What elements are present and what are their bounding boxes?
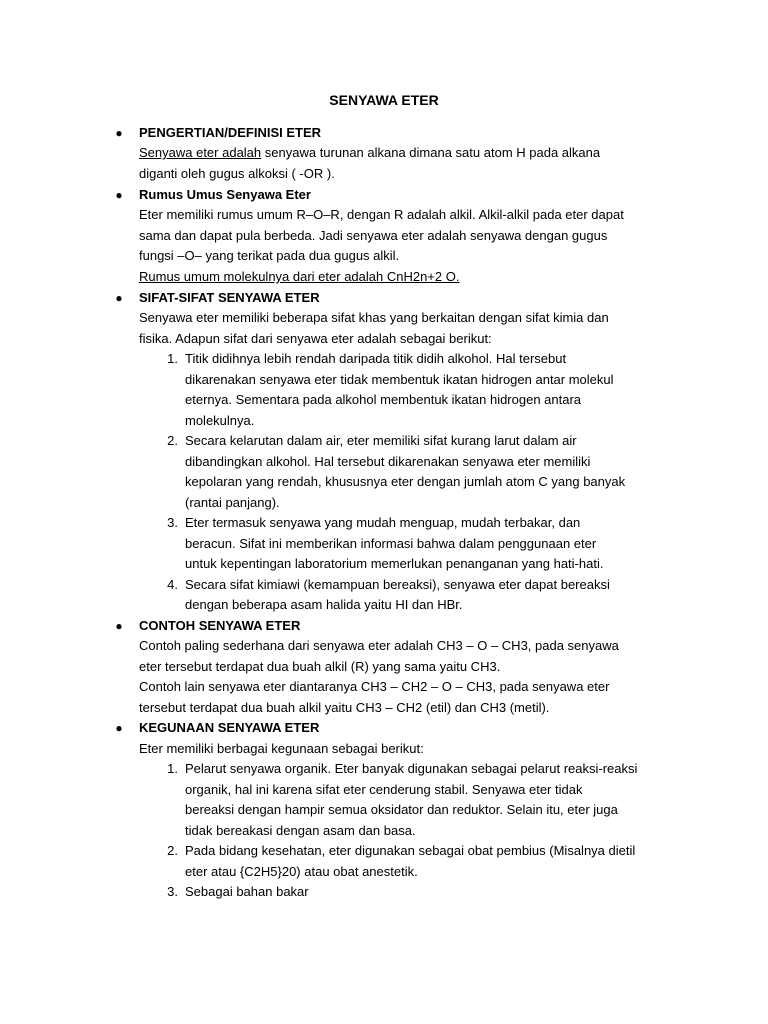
list-item-line: beracun. Sifat ini memberikan informasi bahwa dalam penggunaan eter xyxy=(185,536,597,551)
bullet-icon: ● xyxy=(115,721,123,735)
list-item-line: dibandingkan alkohol. Hal tersebut dikarenakan senyawa eter memiliki xyxy=(185,454,591,469)
list-item-line: molekulnya. xyxy=(185,413,255,428)
paragraph-line: tersebut terdapat dua buah alkil yaitu CH3 – CH2 (etil) dan CH3 (metil). xyxy=(139,700,550,715)
section-heading-rumus: Rumus Umus Senyawa Eter xyxy=(139,187,311,202)
list-item-line: Eter termasuk senyawa yang mudah menguap, mudah terbakar, dan xyxy=(185,515,581,530)
underlined-formula-line: Rumus umum molekulnya dari eter adalah CnH2n+2 O. xyxy=(139,269,460,284)
paragraph-line: Eter memiliki rumus umum R–O–R, dengan R adalah alkil. Alkil-alkil pada eter dapat xyxy=(139,207,624,222)
list-number: 4. xyxy=(167,577,178,592)
section-heading-sifat: SIFAT-SIFAT SENYAWA ETER xyxy=(139,290,320,305)
section-heading-kegunaan: KEGUNAAN SENYAWA ETER xyxy=(139,720,320,735)
list-item-line: (rantai panjang). xyxy=(185,495,280,510)
list-number: 1. xyxy=(167,761,178,776)
paragraph-line: fungsi –O– yang terikat pada dua gugus alkil. xyxy=(139,248,400,263)
list-item-line: dikarenakan senyawa eter tidak membentuk ikatan hidrogen antar molekul xyxy=(185,372,614,387)
paragraph-line: diganti oleh gugus alkoksi ( -OR ). xyxy=(139,166,335,181)
paragraph-line: sama dan dapat pula berbeda. Jadi senyawa eter adalah senyawa dengan gugus xyxy=(139,228,608,243)
paragraph-line: Contoh paling sederhana dari senyawa eter adalah CH3 – O – CH3, pada senyawa xyxy=(139,638,619,653)
list-item-line: eter atau {C2H5}20) atau obat anestetik. xyxy=(185,864,418,879)
section-heading-pengertian: PENGERTIAN/DEFINISI ETER xyxy=(139,125,322,140)
list-number: 2. xyxy=(167,843,178,858)
list-number: 1. xyxy=(167,351,178,366)
document-title: SENYAWA ETER xyxy=(329,92,439,108)
list-item-line: Titik didihnya lebih rendah daripada titik didih alkohol. Hal tersebut xyxy=(185,351,567,366)
paragraph-line xyxy=(139,143,600,163)
list-item-line: Pada bidang kesehatan, eter digunakan sebagai obat pembius (Misalnya dietil xyxy=(185,843,636,858)
bullet-icon: ● xyxy=(115,619,123,633)
paragraph-text: senyawa turunan alkana dimana satu atom H pada alkana xyxy=(261,145,601,160)
list-number: 2. xyxy=(167,433,178,448)
list-item-line: dengan beberapa asam halida yaitu HI dan HBr. xyxy=(185,597,463,612)
section-heading-contoh: CONTOH SENYAWA ETER xyxy=(139,618,301,633)
list-item-line: Pelarut senyawa organik. Eter banyak digunakan sebagai pelarut reaksi-reaksi xyxy=(185,761,638,776)
paragraph-line: Contoh lain senyawa eter diantaranya CH3 – CH2 – O – CH3, pada senyawa eter xyxy=(139,679,610,694)
list-item-line: kepolaran yang rendah, khususnya eter dengan jumlah atom C yang banyak xyxy=(185,474,626,489)
list-item-line: eternya. Sementara pada alkohol membentuk ikatan hidrogen antara xyxy=(185,392,582,407)
bullet-icon: ● xyxy=(115,291,123,305)
list-item-line: tidak bereakasi dengan asam dan basa. xyxy=(185,823,416,838)
paragraph-line: eter tersebut terdapat dua buah alkil (R) yang sama yaitu CH3. xyxy=(139,659,501,674)
underlined-text: Senyawa eter adalah xyxy=(139,145,262,160)
list-item-line: untuk kepentingan laboratorium memerlukan penanganan yang hati-hati. xyxy=(185,556,604,571)
list-item-line: bereaksi dengan hampir semua oksidator dan reduktor. Selain itu, eter juga xyxy=(185,802,618,817)
bullet-icon: ● xyxy=(115,188,123,202)
paragraph-line: fisika. Adapun sifat dari senyawa eter adalah sebagai berikut: xyxy=(139,331,492,346)
list-item-line: Secara kelarutan dalam air, eter memiliki sifat kurang larut dalam air xyxy=(185,433,577,448)
list-item-line: Sebagai bahan bakar xyxy=(185,884,309,899)
paragraph-line: Senyawa eter memiliki beberapa sifat khas yang berkaitan dengan sifat kimia dan xyxy=(139,310,609,325)
paragraph-line: Eter memiliki berbagai kegunaan sebagai berikut: xyxy=(139,741,424,756)
list-number: 3. xyxy=(167,515,178,530)
list-item-line: organik, hal ini karena sifat eter cenderung stabil. Senyawa eter tidak xyxy=(185,782,583,797)
list-item-line: Secara sifat kimiawi (kemampuan bereaksi), senyawa eter dapat bereaksi xyxy=(185,577,610,592)
bullet-icon: ● xyxy=(115,126,123,140)
list-number: 3. xyxy=(167,884,178,899)
